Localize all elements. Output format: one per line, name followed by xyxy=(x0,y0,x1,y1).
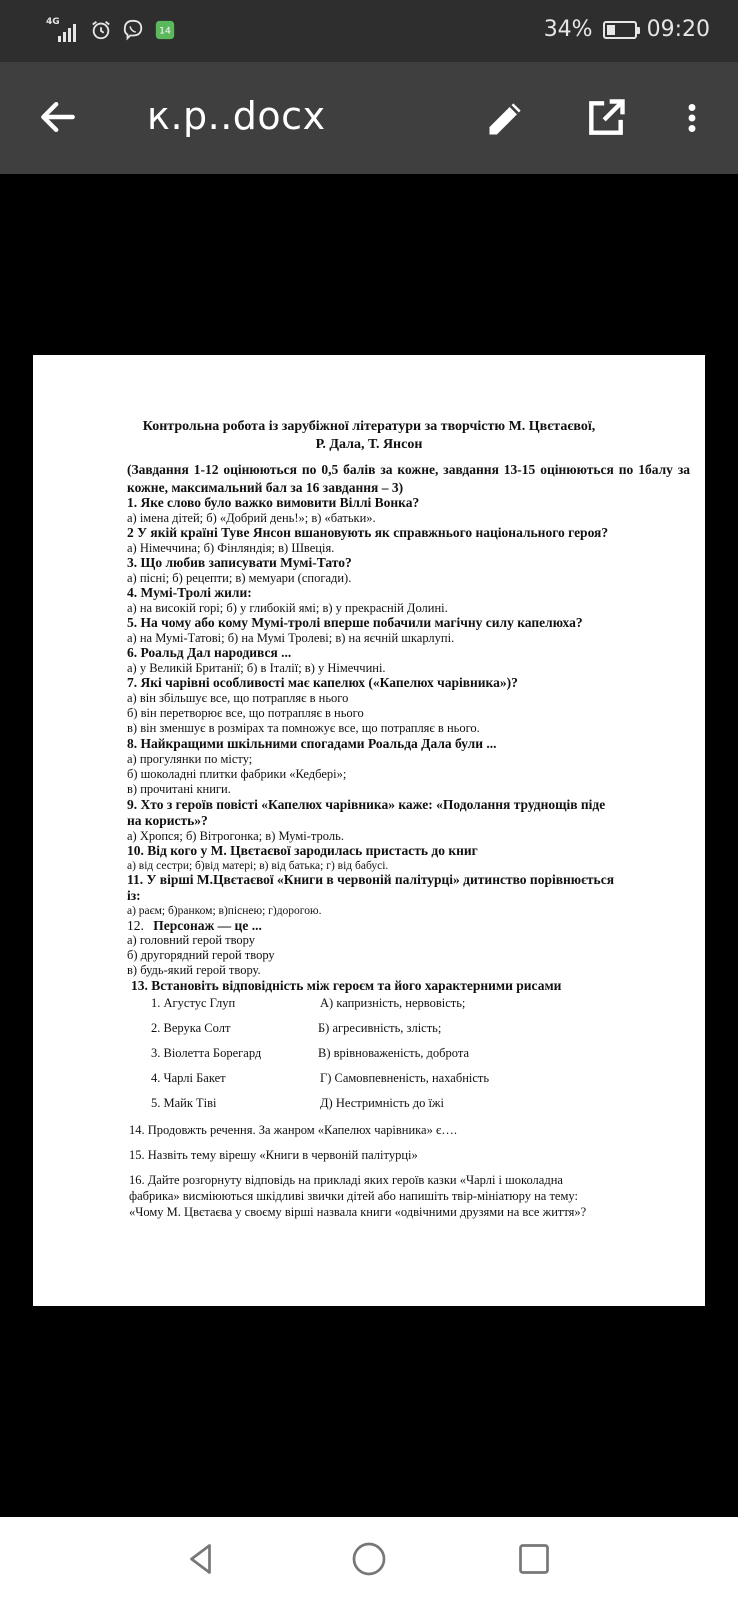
app-toolbar xyxy=(0,62,738,174)
question-11-line2: із: xyxy=(127,888,141,903)
signal-icon xyxy=(46,18,80,42)
svg-text:14: 14 xyxy=(159,25,171,37)
answers-7-b: б) він перетворює все, що потрапляє в нього xyxy=(127,706,364,720)
question-9-line1: 9. Хто з героїв повісті «Капелюх чарівника» каже: «Подолання труднощів піде xyxy=(127,797,606,812)
battery-percent: 34% xyxy=(543,17,593,42)
more-vert-icon[interactable] xyxy=(674,96,710,140)
question-5: 5. На чому або кому Мумі-тролі вперше побачили магічну силу капелюха? xyxy=(127,615,583,630)
status-icons-left xyxy=(46,18,176,42)
match-trait: А) капризність, нервовість; xyxy=(320,996,466,1010)
status-bar xyxy=(0,0,738,62)
match-trait: Б) агресивність, злість; xyxy=(318,1021,442,1035)
question-12 xyxy=(127,917,262,934)
question-16-line1: 16. Дайте розгорнуту відповідь на прикладі яких героїв казки «Чарлі і шоколадна xyxy=(129,1173,563,1187)
question-16-line3: «Чому М. Цвєтаєва у своєму вірші назвала книги «одвічними друзями на все життя»? xyxy=(129,1205,587,1219)
question-11-line1: 11. У вірші М.Цвєтаєвої «Книги в червоній палітурці» дитинство порівнюється xyxy=(127,872,614,887)
doc-title-line1: Контрольна робота із зарубіжної літератури за творчістю М. Цвєтаєвої, xyxy=(142,419,596,434)
answers-1: а) імена дітей; б) «Добрий день!»; в) «батьки». xyxy=(127,511,376,525)
answers-4: а) на високій горі; б) у глибокій ямі; в) у прекрасній Долині. xyxy=(127,601,448,615)
match-hero: 4. Чарлі Бакет xyxy=(151,1071,226,1085)
match-trait: Г) Самовпевненість, нахабність xyxy=(320,1071,490,1085)
doc-scoring-note: (Завдання 1-12 оцінюються по 0,5 балів за кожне, завдання 13-15 оцінюються по 1балу за кожне, максимальний бал за 16 завдання – 3) xyxy=(127,462,690,495)
question-2: 2 У якій країні Туве Янсон вшановують як справжнього національного героя? xyxy=(127,525,609,540)
document-title: к.р..docx xyxy=(147,94,326,138)
back-arrow-icon[interactable] xyxy=(36,95,80,139)
match-hero: 3. Віолетта Борегард xyxy=(151,1046,262,1060)
system-nav-bar xyxy=(0,1517,738,1599)
app-notification-icon xyxy=(154,19,176,41)
alarm-icon xyxy=(90,19,112,41)
answers-3: а) пісні; б) рецепти; в) мемуари (спогади). xyxy=(127,571,352,585)
edit-pencil-icon[interactable] xyxy=(484,96,528,140)
answers-9: а) Хропся; б) Вітрогонка; в) Мумі-троль. xyxy=(127,829,344,843)
doc-title-line2: Р. Дала, Т. Янсон xyxy=(315,437,423,452)
question-1: 1. Яке слово було важко вимовити Віллі Вонка? xyxy=(127,495,420,510)
answers-12-b: б) другорядний герой твору xyxy=(127,948,275,962)
question-12-text: Персонаж — це ... xyxy=(153,918,262,933)
match-hero: 1. Агустус Глуп xyxy=(151,996,236,1010)
answers-12-c: в) будь-який герой твору. xyxy=(127,963,261,977)
viber-icon xyxy=(122,19,144,41)
question-3: 3. Що любив записувати Мумі-Тато? xyxy=(127,555,352,570)
question-6: 6. Роальд Дал народився ... xyxy=(127,645,292,660)
recents-square-icon[interactable] xyxy=(516,1541,552,1577)
answers-6: а) у Великій Британії; б) в Італії; в) у Німеччині. xyxy=(127,661,386,675)
answers-8-c: в) прочитані книги. xyxy=(127,782,231,796)
answers-2: а) Німеччина; б) Фінляндія; в) Швеція. xyxy=(127,541,335,555)
answers-8-a: а) прогулянки по місту; xyxy=(127,752,253,766)
question-14: 14. Продовжть речення. За жанром «Капелюх чарівника» є…. xyxy=(129,1123,457,1137)
answers-11: а) раєм; б)ранком; в)піснею; г)дорогою. xyxy=(127,905,322,917)
match-trait: Д) Нестримність до їжі xyxy=(320,1096,445,1110)
answers-7-c: в) він зменшує в розмірах та помножує все, що потрапляє в нього. xyxy=(127,721,480,735)
document-page[interactable] xyxy=(33,355,705,1306)
match-trait: В) врівноваженість, доброта xyxy=(318,1046,469,1060)
answers-5: а) на Мумі-Татові; б) на Мумі Тролеві; в) на яєчній шкарлупі. xyxy=(127,631,455,645)
match-hero: 5. Майк Тіві xyxy=(151,1096,217,1110)
home-circle-icon[interactable] xyxy=(351,1541,387,1577)
answers-7-a: а) він збільшує все, що потрапляє в нього xyxy=(127,691,349,705)
back-triangle-icon[interactable] xyxy=(184,1541,220,1577)
question-16-line2: фабрика» висміюються шкідливі звички дітей або напишіть твір-мініатюру на тему: xyxy=(129,1189,578,1203)
answers-10: а) від сестри; б)від матері; в) від батька; г) від бабусі. xyxy=(127,860,389,872)
clock: 09:20 xyxy=(646,17,710,42)
status-icons-right xyxy=(544,17,710,42)
question-9-line2: на користь»? xyxy=(127,813,208,828)
network-type: 4G xyxy=(46,17,60,27)
battery-icon xyxy=(603,21,637,39)
question-15: 15. Назвіть тему вірешу «Книги в червоній палітурці» xyxy=(129,1148,418,1162)
question-10: 10. Від кого у М. Цвєтаєвої зародилась пристасть до книг xyxy=(127,843,478,858)
question-12-number: 12. xyxy=(127,918,144,933)
question-8: 8. Найкращими шкільними спогадами Роальда Дала були ... xyxy=(127,736,497,751)
answers-12-a: а) головний герой твору xyxy=(127,933,256,947)
match-hero: 2. Верука Солт xyxy=(151,1021,231,1035)
question-13: 13. Встановіть відповідність між героєм та його характерними рисами xyxy=(131,978,562,993)
doc-title xyxy=(33,418,705,454)
answers-8-b: б) шоколадні плитки фабрики «Кедбері»; xyxy=(127,767,347,781)
question-4: 4. Мумі-Тролі жили: xyxy=(127,585,252,600)
question-7: 7. Які чарівні особливості має капелюх («Капелюх чарівника»)? xyxy=(127,675,518,690)
open-external-icon[interactable] xyxy=(584,96,628,140)
